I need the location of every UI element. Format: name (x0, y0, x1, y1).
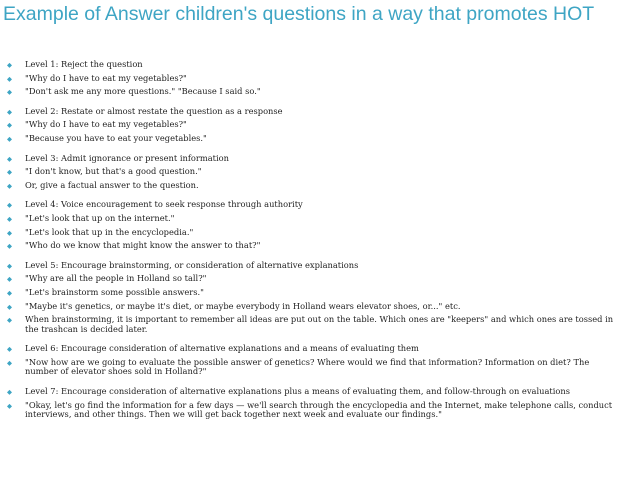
diamond-bullet-icon: ◆ (7, 358, 12, 367)
list-item-text: "Why do I have to eat my vegetables?" (25, 72, 187, 83)
list-item-text: "Let's look that up on the internet." (25, 212, 175, 223)
diamond-bullet-icon: ◆ (7, 316, 12, 325)
list-item-text: "Don't ask me any more questions." "Because I said so." (25, 86, 261, 97)
list-item-text: Level 6: Encourage consideration of alternative explanations and a means of evaluating them (25, 343, 419, 354)
list-item (0, 344, 638, 354)
diamond-bullet-icon: ◆ (7, 74, 12, 83)
list-item (0, 261, 638, 271)
list-item-text: Level 4: Voice encouragement to seek response through authority (25, 199, 303, 210)
list-item-text: "Why do I have to eat my vegetables?" (25, 119, 187, 130)
list-item-text: Level 2: Restate or almost restate the question as a response (25, 105, 283, 116)
diamond-bullet-icon: ◆ (7, 302, 12, 311)
diamond-bullet-icon: ◆ (7, 88, 12, 97)
list-item (0, 200, 638, 210)
list-item (0, 228, 638, 238)
list-item (0, 214, 638, 224)
list-item-text: Level 3: Admit ignorance or present information (25, 152, 230, 163)
list-item (0, 401, 638, 420)
diamond-bullet-icon: ◆ (7, 288, 12, 297)
list-item-text: "Let's brainstorm some possible answers." (25, 286, 204, 297)
list-item-text: "I don't know, but that's a good question." (25, 166, 202, 177)
list-item-text: "Okay, let's go find the information for a few days — we'll search through the encyclopedia and the Internet, make telephone calls, conduct interviews, and other things. Then we will get back together next week and evaluate our findings." (25, 399, 613, 420)
list-item (0, 181, 638, 191)
list-item (0, 302, 638, 312)
slide-title: Example of Answer children's questions in a way that promotes HOT (3, 3, 595, 25)
list-item (0, 87, 638, 97)
list-item-text: When brainstorming, it is important to remember all ideas are put out on the table. Which ones are "keepers" and which ones are tossed in the trashcan is decided later. (25, 314, 614, 334)
list-item-text: "Who do we know that might know the answer to that?" (25, 240, 261, 251)
list-item (0, 154, 638, 164)
list-item (0, 60, 638, 70)
list-item (0, 387, 638, 397)
list-item (0, 274, 638, 284)
list-item-text: Level 5: Encourage brainstorming, or consideration of alternative explanations (25, 259, 359, 270)
diamond-bullet-icon: ◆ (7, 261, 12, 270)
list-item-text: "Maybe it's genetics, or maybe it's diet, or maybe everybody in Holland wears elevator shoes, or..." etc. (25, 300, 461, 311)
diamond-bullet-icon: ◆ (7, 345, 12, 354)
diamond-bullet-icon: ◆ (7, 275, 12, 284)
diamond-bullet-icon: ◆ (7, 154, 12, 163)
list-item (0, 107, 638, 117)
list-item-text: "Because you have to eat your vegetables." (25, 132, 207, 143)
list-item (0, 120, 638, 130)
diamond-bullet-icon: ◆ (7, 181, 12, 190)
list-item (0, 134, 638, 144)
diamond-bullet-icon: ◆ (7, 242, 12, 251)
list-item-text: Level 1: Reject the question (25, 59, 143, 69)
diamond-bullet-icon: ◆ (7, 61, 12, 69)
list-item-text: "Let's look that up in the encyclopedia." (25, 226, 194, 237)
list-item-text: "Why are all the people in Holland so tall?" (25, 273, 207, 284)
diamond-bullet-icon: ◆ (7, 214, 12, 223)
diamond-bullet-icon: ◆ (7, 201, 12, 210)
list-item-text: Level 7: Encourage consideration of alternative explanations plus a means of evaluating them, and follow-through on evaluations (25, 386, 570, 397)
diamond-bullet-icon: ◆ (7, 388, 12, 397)
list-item-text: Or, give a factual answer to the question. (25, 179, 199, 190)
diamond-bullet-icon: ◆ (7, 228, 12, 237)
diamond-bullet-icon: ◆ (7, 134, 12, 143)
bullet-list (0, 60, 638, 424)
list-item (0, 288, 638, 298)
list-item (0, 74, 638, 84)
diamond-bullet-icon: ◆ (7, 168, 12, 177)
diamond-bullet-icon: ◆ (7, 107, 12, 116)
list-item (0, 167, 638, 177)
list-item-text: "Now how are we going to evaluate the possible answer of genetics? Where would we find that information? Information on diet? The number of elevator shoes sold in Holland?" (25, 356, 590, 377)
diamond-bullet-icon: ◆ (7, 121, 12, 130)
list-item (0, 241, 638, 251)
list-item (0, 315, 638, 334)
list-item (0, 358, 638, 377)
diamond-bullet-icon: ◆ (7, 401, 12, 410)
